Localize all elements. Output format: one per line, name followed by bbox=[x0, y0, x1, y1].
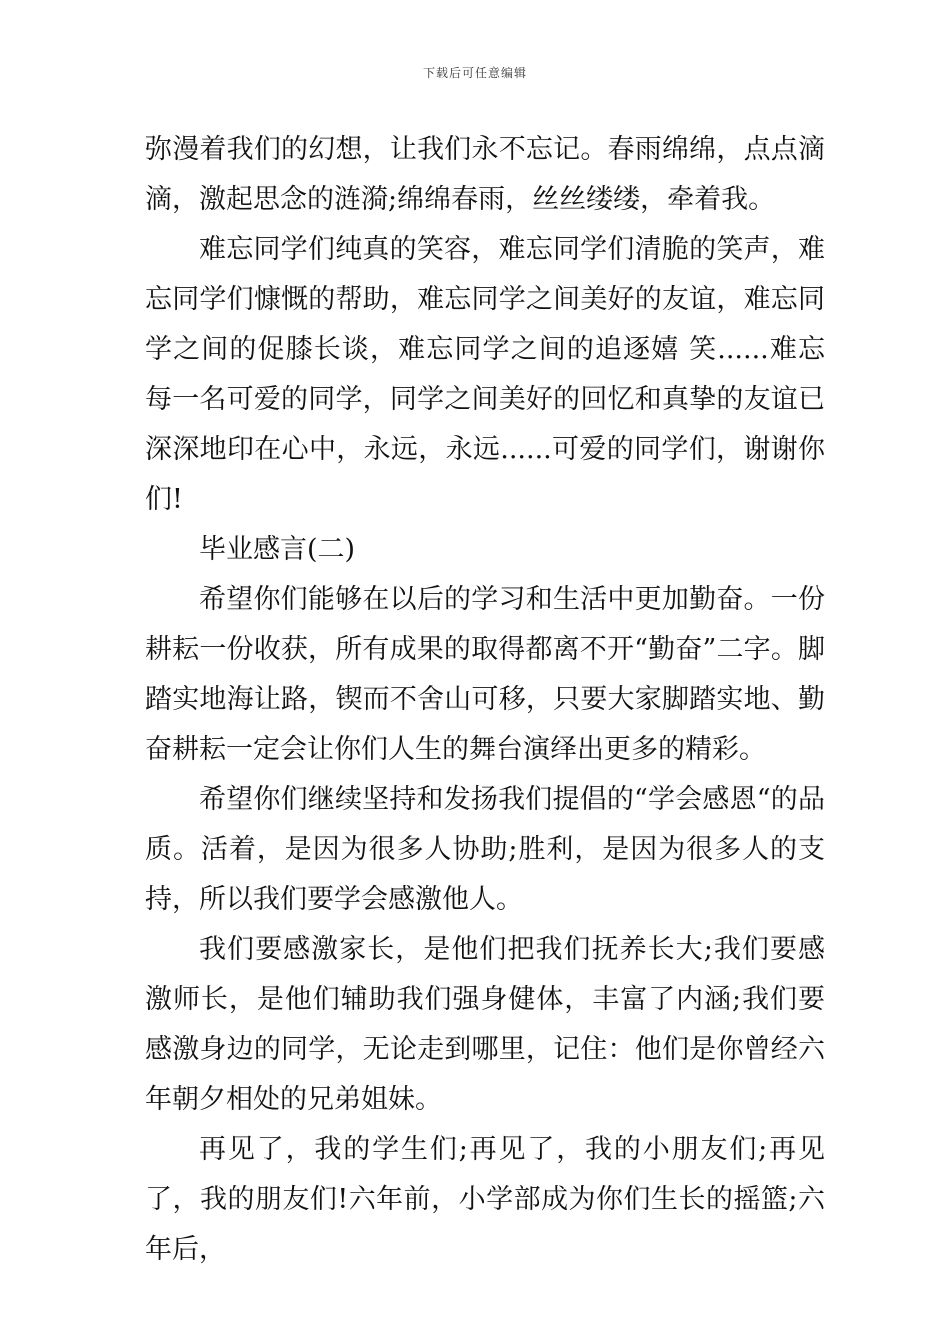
paragraph-diligence: 希望你们能够在以后的学习和生活中更加勤奋。一份耕耘一份收获，所有成果的取得都离不开“勤奋”二字。脚踏实地海让路，锲而不舍山可移，只要大家脚踏实地、勤奋耕耘一定会让你们人生的舞台演绎出更多的精彩。 bbox=[145, 584, 825, 765]
paragraph-gratitude: 希望你们继续坚持和发扬我们提倡的“学会感恩“的品质。活着，是因为很多人协助;胜利，是因为很多人的支持，所以我们要学会感激他人。 bbox=[145, 784, 825, 915]
paragraph-continuation: 弥漫着我们的幻想，让我们永不忘记。春雨绵绵，点点滴滴，激起思念的涟漪;绵绵春雨，丝丝缕缕，牵着我。 bbox=[145, 134, 825, 215]
paragraph-thanks: 我们要感激家长，是他们把我们抚养长大;我们要感激师长，是他们辅助我们强身健体，丰富了内涵;我们要感激身边的同学，无论走到哪里，记住：他们是你曾经六年朝夕相处的兄弟姐妹。 bbox=[145, 934, 825, 1115]
document-body bbox=[145, 125, 825, 1275]
section-heading: 毕业感言(二) bbox=[199, 534, 356, 565]
paragraph-classmates: 难忘同学们纯真的笑容，难忘同学们清脆的笑声，难忘同学们慷慨的帮助，难忘同学之间美好的友谊，难忘同学之间的促膝长谈，难忘同学之间的追逐嬉 笑......难忘每一名可爱的同学，同学之间美好的回忆和真挚的友谊已深深地印在心中，永远，永远......可爱的同学们，谢谢你们! bbox=[145, 234, 825, 515]
page-header: 下载后可任意编辑 bbox=[422, 66, 527, 80]
paragraph-farewell: 再见了，我的学生们;再见了，我的小朋友们;再见了，我的朋友们!六年前，小学部成为你们生长的摇篮;六年后， bbox=[145, 1134, 825, 1265]
